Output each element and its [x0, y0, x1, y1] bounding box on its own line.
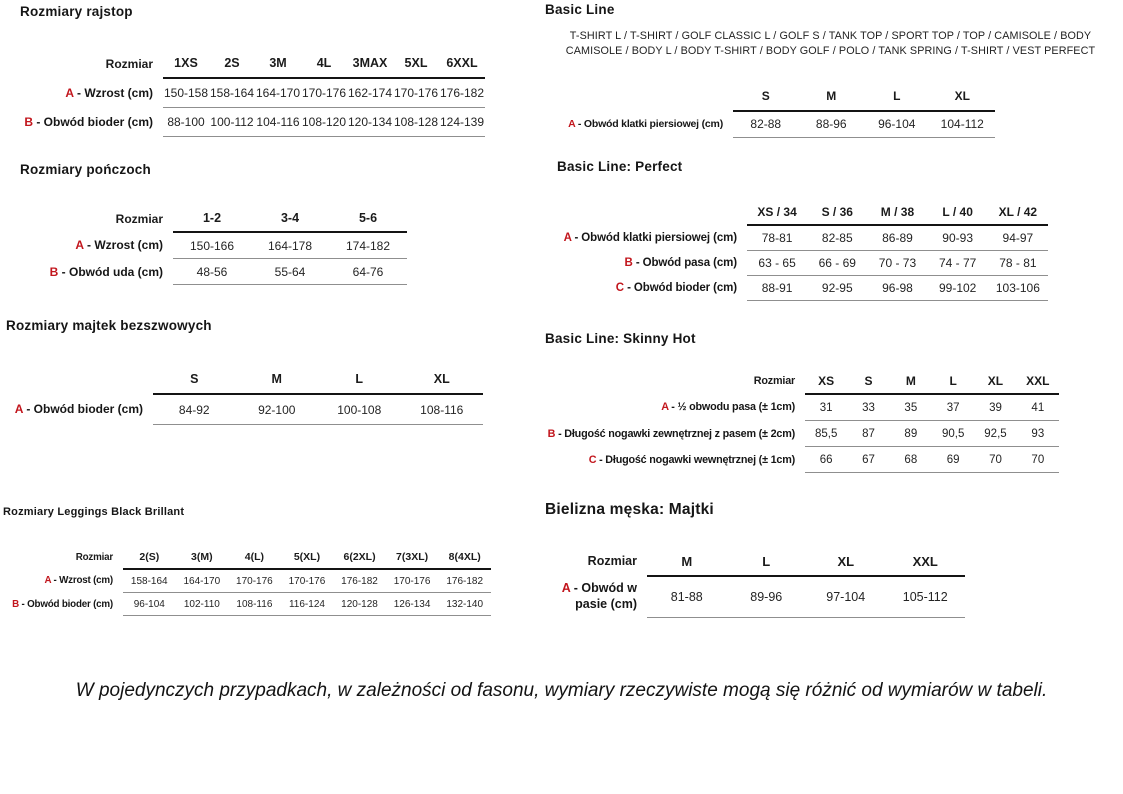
column-header: 2S [209, 49, 255, 78]
size-value: 164-170 [176, 569, 229, 593]
measure-key: A [563, 231, 572, 244]
size-value: 108-116 [401, 394, 484, 425]
table-row [15, 232, 407, 259]
corner-label [543, 83, 733, 111]
column-header: XL [974, 368, 1016, 394]
column-header: 6XXL [439, 49, 485, 78]
size-value: 170-176 [301, 78, 347, 108]
measure-key: A [65, 85, 74, 100]
row-label: C - Długość nogawki wewnętrznej (± 1cm) [588, 453, 795, 466]
size-value: 105-112 [886, 576, 966, 618]
measure-key: C [615, 282, 624, 294]
section-ponczochy [15, 162, 510, 285]
size-value: 78-81 [747, 225, 807, 251]
column-header: XS / 34 [747, 199, 807, 225]
size-value: 108-116 [228, 593, 281, 616]
size-value: 89-96 [727, 576, 807, 618]
column-header: 3M [255, 49, 301, 78]
size-value: 39 [974, 394, 1016, 421]
size-value: 84-92 [153, 394, 236, 425]
column-header: XL [401, 365, 484, 394]
row-label: A - Obwód klatki piersiowej (cm) [568, 118, 723, 131]
column-header: 3MAX [347, 49, 393, 78]
table-row [543, 225, 1048, 251]
measure-key: B [547, 427, 556, 440]
size-value: 55-64 [251, 259, 329, 285]
size-value: 82-85 [807, 225, 867, 251]
size-value: 41 [1017, 394, 1059, 421]
row-label: B - Obwód bioder (cm) [24, 115, 153, 129]
measure-key: B [49, 264, 59, 279]
row-label: C - Obwód bioder (cm) [615, 282, 737, 294]
table-title-basic-line: Basic Line [545, 2, 615, 17]
size-value: 64-76 [329, 259, 407, 285]
table-title-ponczochy: Rozmiary pończoch [20, 162, 151, 177]
size-value: 164-178 [251, 232, 329, 259]
size-table-grid [15, 49, 485, 137]
size-table-skinny-hot [543, 368, 1059, 473]
size-value: 150-166 [173, 232, 251, 259]
measure-key: B [24, 115, 33, 129]
corner-label [7, 365, 153, 394]
column-header: S [847, 368, 889, 394]
section-basic-line [543, 2, 1118, 138]
section-rajstop [15, 4, 510, 137]
column-header: S [153, 365, 236, 394]
size-value: 35 [890, 394, 932, 421]
size-value: 164-170 [255, 78, 301, 108]
corner-label: Rozmiar [105, 56, 153, 71]
table-row [15, 108, 485, 137]
row-label: A - Wzrost (cm) [44, 575, 113, 587]
table-row [3, 569, 491, 593]
column-header: L [318, 365, 401, 394]
measure-key: A [75, 238, 84, 253]
corner-label: Rozmiar [587, 553, 637, 568]
size-value: 70 - 73 [867, 251, 927, 276]
size-value: 69 [932, 447, 974, 473]
section-bielizna-meska [543, 501, 1118, 618]
column-header: 3(M) [176, 545, 229, 569]
size-value: 90-93 [928, 225, 988, 251]
size-value: 120-134 [347, 108, 393, 137]
column-header: M [799, 83, 865, 111]
row-label: B - Obwód bioder (cm) [12, 598, 113, 610]
size-value: 74 - 77 [928, 251, 988, 276]
size-table-grid [3, 545, 491, 616]
table-title-bielizna-meska: Bielizna męska: Majtki [545, 501, 714, 518]
row-label: B - Obwód uda (cm) [49, 264, 163, 279]
column-header: M [890, 368, 932, 394]
size-value: 33 [847, 394, 889, 421]
size-value: 99-102 [928, 276, 988, 301]
size-value: 170-176 [228, 569, 281, 593]
column-header: 4(L) [228, 545, 281, 569]
size-table-grid [543, 83, 995, 138]
column-header: M [236, 365, 319, 394]
column-header: 8(4XL) [438, 545, 491, 569]
size-value: 176-182 [333, 569, 386, 593]
size-value: 170-176 [281, 569, 334, 593]
size-value: 103-106 [988, 276, 1048, 301]
section-leggings [3, 506, 510, 616]
column-header: L [727, 547, 807, 576]
size-value: 86-89 [867, 225, 927, 251]
table-row [543, 576, 965, 618]
column-header: 1-2 [173, 205, 251, 232]
corner-label: Rozmiar [753, 375, 795, 387]
size-value: 88-96 [799, 111, 865, 138]
size-value: 66 - 69 [807, 251, 867, 276]
table-row [15, 259, 407, 285]
size-value: 96-98 [867, 276, 927, 301]
corner-label: Rozmiar [75, 551, 113, 563]
size-table-grid [543, 547, 965, 618]
size-table-grid [543, 368, 1059, 473]
column-header: 5(XL) [281, 545, 334, 569]
column-header: XL [930, 83, 996, 111]
row-label: A - Obwód bioder (cm) [14, 402, 143, 417]
footer-note: W pojedynczych przypadkach, w zależności od fasonu, wymiary rzeczywiste mogą się różnić od wymiarów w tabeli. [75, 680, 1048, 701]
table-row [543, 111, 995, 138]
column-header: M / 38 [867, 199, 927, 225]
size-value: 116-124 [281, 593, 334, 616]
table-title-majtki-bezszwowe: Rozmiary majtek bezszwowych [6, 318, 212, 333]
column-header: 2(S) [123, 545, 176, 569]
size-value: 162-174 [347, 78, 393, 108]
size-value: 132-140 [438, 593, 491, 616]
size-value: 70 [1017, 447, 1059, 473]
measure-key: A [14, 402, 23, 417]
basic-line-product-list: T-SHIRT L / T-SHIRT / GOLF CLASSIC L / GOLF S / TANK TOP / SPORT TOP / TOP / CAMISOLE / BODY CAMISOLE / BODY L / BODY T-SHIRT / BODY GOLF / POLO / TANK SPRING / T-SHIRT / VEST PERFECT [565, 30, 1096, 57]
table-title-leggings: Rozmiary Leggings Black Brillant [3, 506, 185, 518]
size-table-leggings [3, 545, 491, 616]
size-value: 108-128 [393, 108, 439, 137]
size-value: 97-104 [806, 576, 886, 618]
size-table-basic-line [543, 83, 995, 138]
measure-key: A [661, 401, 669, 414]
size-value: 88-100 [163, 108, 209, 137]
table-row [15, 78, 485, 108]
column-header: M [647, 547, 727, 576]
column-header: S [733, 83, 799, 111]
size-value: 37 [932, 394, 974, 421]
column-header: XS [805, 368, 847, 394]
size-value: 108-120 [301, 108, 347, 137]
table-row [543, 421, 1059, 447]
size-value: 78 - 81 [988, 251, 1048, 276]
size-value: 100-108 [318, 394, 401, 425]
table-row [543, 276, 1048, 301]
section-skinny-hot [543, 331, 1118, 473]
size-value: 94-97 [988, 225, 1048, 251]
size-value: 67 [847, 447, 889, 473]
section-perfect [543, 159, 1118, 301]
table-row [543, 447, 1059, 473]
size-value: 124-139 [439, 108, 485, 137]
size-value: 90,5 [932, 421, 974, 447]
size-table-ponczochy [15, 205, 407, 285]
section-majtki-bezszwowe [6, 318, 510, 425]
column-header: 5XL [393, 49, 439, 78]
column-header: XL / 42 [988, 199, 1048, 225]
size-value: 126-134 [386, 593, 439, 616]
size-value: 158-164 [209, 78, 255, 108]
column-header: 7(3XL) [386, 545, 439, 569]
size-value: 68 [890, 447, 932, 473]
measure-key: A [561, 581, 571, 596]
table-title-rajstop: Rozmiary rajstop [20, 4, 133, 19]
size-value: 66 [805, 447, 847, 473]
row-label: B - Obwód pasa (cm) [624, 257, 737, 269]
row-label: A - Wzrost (cm) [65, 85, 153, 100]
size-value: 88-91 [747, 276, 807, 301]
size-value: 92-95 [807, 276, 867, 301]
size-value: 102-110 [176, 593, 229, 616]
size-value: 150-158 [163, 78, 209, 108]
size-value: 92,5 [974, 421, 1016, 447]
measure-key: B [12, 598, 20, 610]
size-value: 63 - 65 [747, 251, 807, 276]
size-value: 104-112 [930, 111, 996, 138]
row-label: A - ½ obwodu pasa (± 1cm) [661, 401, 795, 414]
size-value: 96-104 [864, 111, 930, 138]
table-title-skinny-hot: Basic Line: Skinny Hot [545, 331, 696, 346]
size-value: 170-176 [393, 78, 439, 108]
measure-key: C [588, 453, 597, 466]
size-value: 82-88 [733, 111, 799, 138]
size-value: 81-88 [647, 576, 727, 618]
row-label: A - Obwód klatki piersiowej (cm) [563, 231, 737, 244]
size-value: 104-116 [255, 108, 301, 137]
corner-label: Rozmiar [115, 211, 163, 226]
column-header: 1XS [163, 49, 209, 78]
size-value: 158-164 [123, 569, 176, 593]
size-value: 89 [890, 421, 932, 447]
column-header: XXL [886, 547, 966, 576]
measure-key: A [568, 118, 576, 131]
row-label: A - Obwód w pasie (cm) [561, 581, 637, 611]
column-header: XXL [1017, 368, 1059, 394]
size-value: 120-128 [333, 593, 386, 616]
column-header: L / 40 [928, 199, 988, 225]
size-value: 96-104 [123, 593, 176, 616]
size-table-perfect [543, 199, 1048, 301]
size-value: 174-182 [329, 232, 407, 259]
column-header: L [932, 368, 974, 394]
measure-key: A [44, 575, 52, 587]
column-header: S / 36 [807, 199, 867, 225]
table-row [543, 251, 1048, 276]
size-value: 93 [1017, 421, 1059, 447]
size-value: 70 [974, 447, 1016, 473]
column-header: 3-4 [251, 205, 329, 232]
size-table-bielizna-meska [543, 547, 965, 618]
size-table-grid [543, 199, 1048, 301]
measure-key: B [624, 257, 633, 269]
column-header: 4L [301, 49, 347, 78]
table-title-perfect: Basic Line: Perfect [557, 159, 683, 174]
size-table-grid [15, 205, 407, 285]
row-label: A - Wzrost (cm) [75, 238, 163, 253]
column-header: XL [806, 547, 886, 576]
column-header: 5-6 [329, 205, 407, 232]
size-value: 87 [847, 421, 889, 447]
size-value: 176-182 [439, 78, 485, 108]
size-table-grid [7, 365, 483, 425]
column-header: L [864, 83, 930, 111]
size-value: 92-100 [236, 394, 319, 425]
size-value: 170-176 [386, 569, 439, 593]
table-row [3, 593, 491, 616]
size-table-majtki-bezszwowe [7, 365, 483, 425]
size-value: 85,5 [805, 421, 847, 447]
row-label: B - Długość nogawki zewnętrznej z pasem (± 2cm) [547, 427, 795, 440]
size-value: 48-56 [173, 259, 251, 285]
size-value: 31 [805, 394, 847, 421]
size-value: 176-182 [438, 569, 491, 593]
table-row [543, 394, 1059, 421]
corner-label [543, 199, 747, 225]
column-header: 6(2XL) [333, 545, 386, 569]
size-table-rajstop [15, 49, 485, 137]
table-row [7, 394, 483, 425]
size-value: 100-112 [209, 108, 255, 137]
